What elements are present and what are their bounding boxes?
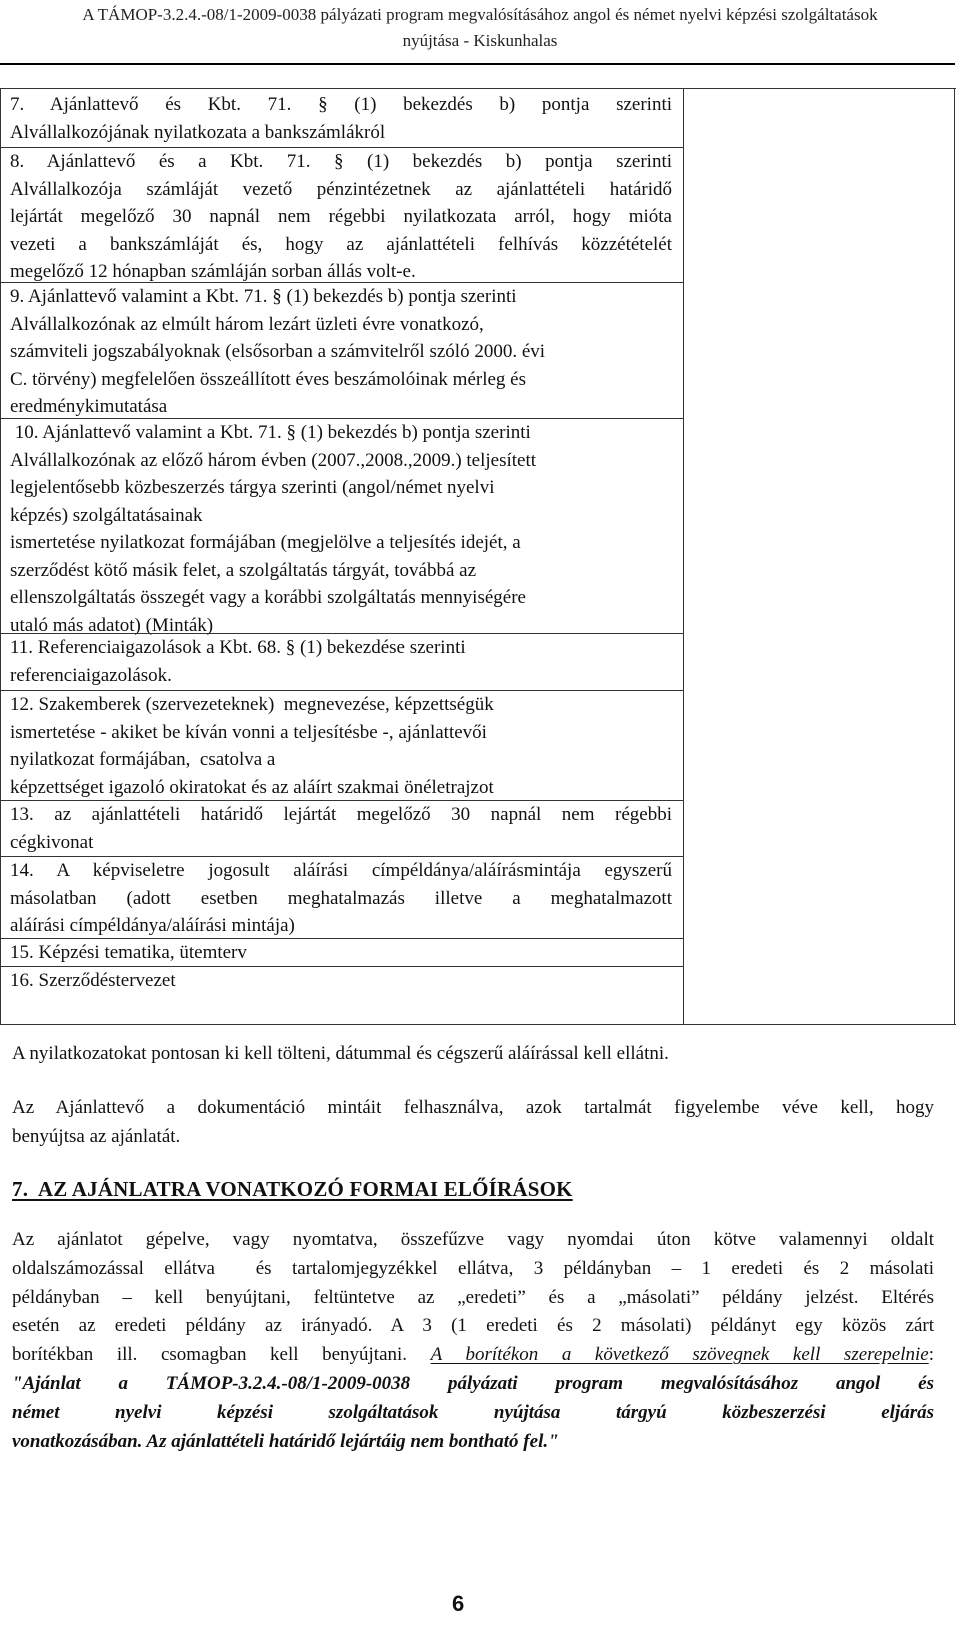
- item-line: 8. Ajánlattevő és a Kbt. 71. § (1) bekezdés b) pontja szerinti: [10, 151, 672, 172]
- item-line: szerződést kötő másik felet, a szolgáltatás tárgyát, továbbá az: [10, 559, 477, 581]
- paragraph-formal-requirements: [12, 1226, 934, 1456]
- table-row-item-14: [10, 857, 672, 940]
- item-line: lejártát megelőző 30 napnál nem régebbi nyilatkozata arról, hogy mióta: [10, 206, 672, 227]
- item-line: képzés) szolgáltatásainak: [10, 504, 203, 526]
- item-line: aláírási címpéldánya/aláírási mintája): [10, 915, 295, 936]
- item-line: Alvállalkozójának nyilatkozata a bankszámlákról: [10, 121, 386, 143]
- item-line: nyilatkozat formájában, csatolva a: [10, 749, 276, 770]
- item-line: ellenszolgáltatás összegét vagy a korábbi szolgáltatás mennyiségére: [10, 587, 526, 608]
- page-header: [0, 2, 960, 54]
- item-line: eredménykimutatása: [10, 396, 168, 417]
- paragraph-line: benyújtsa az ajánlatát.: [12, 1125, 181, 1147]
- row-divider: [0, 690, 683, 691]
- row-divider: [0, 418, 683, 419]
- row-divider: [0, 966, 683, 967]
- item-line: cégkivonat: [10, 831, 94, 853]
- item-line: 12. Szakemberek (szervezeteknek) megnevezése, képzettségük: [10, 694, 494, 715]
- envelope-colon: :: [928, 1344, 934, 1366]
- paragraph-line: A nyilatkozatokat pontosan ki kell tölteni, dátummal és cégszerű aláírással kell ellátni.: [12, 1043, 669, 1064]
- row-divider: [0, 147, 683, 148]
- item-line: 7. Ajánlattevő és Kbt. 71. § (1) bekezdés b) pontja szerinti: [10, 94, 672, 115]
- item-line: 10. Ajánlattevő valamint a Kbt. 71. § (1) bekezdés b) pontja szerinti: [10, 422, 531, 443]
- item-line: 11. Referenciaigazolások a Kbt. 68. § (1) bekezdése szerinti: [10, 637, 466, 658]
- item-line: ismertetése nyilatkozat formájában (megjelölve a teljesítés idejét, a: [10, 532, 521, 553]
- paragraph-line-envelope: [12, 1341, 934, 1370]
- row-divider: [0, 800, 683, 801]
- header-line-1: A TÁMOP-3.2.4.-08/1-2009-0038 pályázati program megvalósításához angol és német nyelvi képzési szolgáltatások: [82, 5, 878, 24]
- envelope-label-line: német nyelvi képzési szolgáltatások nyújtása tárgyú közbeszerzési eljárás: [12, 1401, 934, 1423]
- item-line: Alvállalkozója számláját vezető pénzintézetnek az ajánlattételi határidő: [10, 178, 672, 200]
- paragraph-line: Az ajánlatot gépelve, vagy nyomtatva, összefűzve vagy nyomdai úton kötve valamennyi oldalt: [12, 1229, 934, 1250]
- paragraph-line: Az Ajánlattevő a dokumentáció mintáit felhasználva, azok tartalmát figyelembe véve kell, hogy: [12, 1097, 934, 1118]
- envelope-label-line: vonatkozásában. Az ajánlattételi határidő lejártáig nem bontható fel.": [12, 1430, 559, 1452]
- table-border-left: [0, 89, 1, 1024]
- item-line: vezeti a bankszámláját és, hogy az ajánlattételi felhívás közzétételét: [10, 233, 672, 255]
- paragraph-line: esetén az eredeti példány az irányadó. A 3 (1 eredeti és 2 másolati) példányt egy közös zárt: [12, 1315, 934, 1337]
- table-row-item-10: [10, 419, 672, 639]
- row-divider: [0, 633, 683, 634]
- table-row-item-13: [10, 801, 672, 856]
- item-line: legjelentősebb közbeszerzés tárgya szerinti (angol/német nyelvi: [10, 477, 495, 498]
- item-line: 9. Ajánlattevő valamint a Kbt. 71. § (1) bekezdés b) pontja szerinti: [10, 286, 517, 307]
- header-divider: [0, 63, 955, 65]
- table-row-item-12: [10, 691, 672, 801]
- item-line: 14. A képviseletre jogosult aláírási címpéldánya/aláírásmintája egyszerű: [10, 860, 672, 881]
- item-line: számviteli jogszabályoknak (elsősorban a számvitelről szóló 2000. évi: [10, 341, 546, 362]
- table-row-item-15: [10, 939, 672, 967]
- row-divider: [0, 856, 683, 857]
- item-line: referenciaigazolások.: [10, 664, 172, 686]
- header-line-2: nyújtása - Kiskunhalas: [402, 31, 558, 50]
- table-row-item-16: [10, 967, 672, 995]
- table-row-item-7: [10, 91, 672, 146]
- paragraph-line: oldalszámozással ellátva és tartalomjegyzékkel ellátva, 3 példányban – 1 eredeti és 2 másolati: [12, 1257, 934, 1279]
- paragraph-fill-instructions: [12, 1040, 934, 1069]
- paragraph-line: példányban – kell benyújtani, feltüntetve az „eredeti” és a „másolati” példány jelzést. Eltérés: [12, 1286, 934, 1308]
- envelope-underlined-text: A borítékon a következő szövegnek kell szerepelnie: [430, 1344, 929, 1366]
- section-heading: 7. AZ AJÁNLATRA VONATKOZÓ FORMAI ELŐÍRÁSOK: [12, 1177, 573, 1201]
- item-line: képzettséget igazoló okiratokat és az aláírt szakmai önéletrajzot: [10, 776, 494, 798]
- item-line: Alvállalkozónak az elmúlt három lezárt üzleti évre vonatkozó,: [10, 313, 484, 335]
- envelope-text: borítékban ill. csomagban kell benyújtani.: [12, 1344, 431, 1366]
- row-divider: [0, 938, 683, 939]
- envelope-label-line: "Ajánlat a TÁMOP-3.2.4.-08/1-2009-0038 pályázati program megvalósításához angol és: [12, 1372, 934, 1394]
- item-line: C. törvény) megfelelően összeállított éves beszámolóinak mérleg és: [10, 368, 526, 390]
- table-row-item-8: [10, 148, 672, 286]
- item-line: utaló más adatot) (Minták): [10, 614, 214, 636]
- item-line: 16. Szerződéstervezet: [10, 970, 176, 991]
- row-divider: [0, 282, 683, 283]
- item-line: 15. Képzési tematika, ütemterv: [10, 942, 247, 963]
- item-line: ismertetése - akiket be kíván vonni a teljesítésbe -, ajánlattevői: [10, 721, 487, 743]
- item-line: Alvállalkozónak az előző három évben (2007.,2008.,2009.) teljesített: [10, 449, 537, 471]
- page-number: 6: [452, 1591, 465, 1616]
- table-column-divider: [683, 89, 684, 1024]
- table-border-right: [954, 89, 955, 1024]
- table-row-item-11: [10, 634, 672, 689]
- paragraph-use-templates: [12, 1094, 934, 1151]
- item-line: 13. az ajánlattételi határidő lejártát megelőző 30 napnál nem régebbi: [10, 804, 672, 825]
- documents-table: [0, 88, 956, 1025]
- table-row-item-9: [10, 283, 672, 421]
- item-line: másolatban (adott esetben meghatalmazás illetve a meghatalmazott: [10, 887, 672, 909]
- item-line: megelőző 12 hónapban számláján sorban állás volt-e.: [10, 261, 416, 282]
